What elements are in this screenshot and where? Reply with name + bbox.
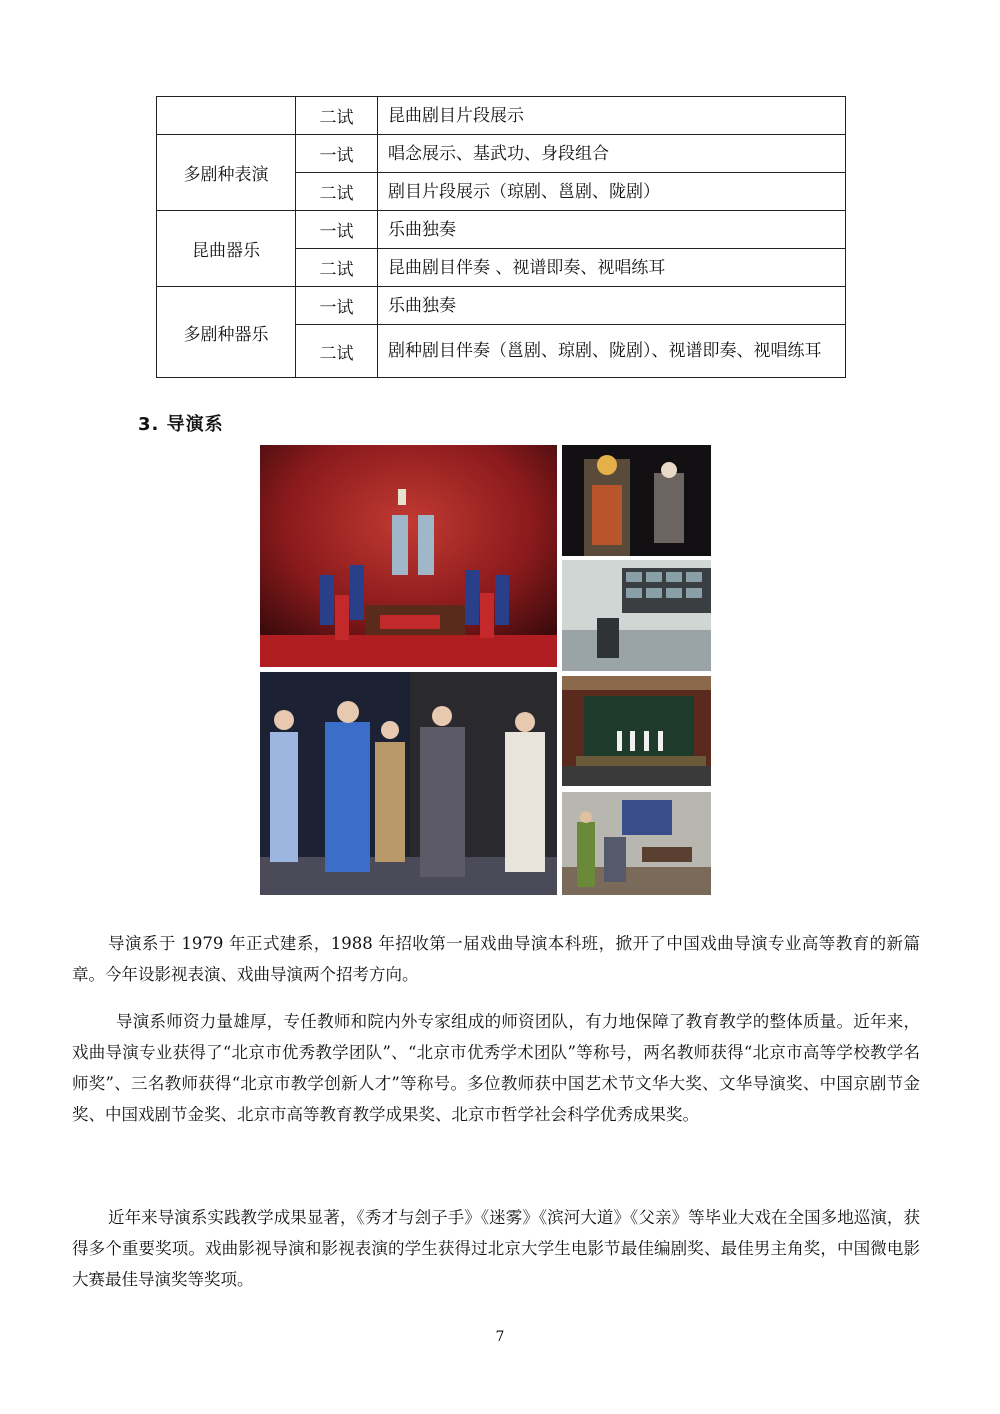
exam-table <box>156 96 846 378</box>
content-cell: 昆曲剧目片段展示 <box>378 97 846 135</box>
paragraph: 近年来导演系实践教学成果显著，《秀才与刽子手》《迷雾》《滨河大道》《父亲》等毕业大戏在全国多地巡演，获得多个重要奖项。戏曲影视导演和影视表演的学生获得过北京大学生电影节最佳编剧奖、最佳男主角奖，中国微电影大赛最佳导演奖等奖项。 <box>72 1208 920 1289</box>
round-cell: 一试 <box>296 211 378 249</box>
control-room-photo <box>562 560 711 671</box>
round-cell: 一试 <box>296 287 378 325</box>
content-cell: 剧目片段展示（琼剧、邕剧、陇剧） <box>378 173 846 211</box>
paragraph: 导演系师资力量雄厚，专任教师和院内外专家组成的师资团队，有力地保障了教育教学的整体质量。近年来，戏曲导演专业获得了“北京市优秀教学团队”、“北京市优秀学术团队”等称号，两名教师获得“北京市高等学校教学名师奖”、三名教师获得“北京市教学创新人才”等称号。多位教师获中国艺术节文华大奖、文华导演奖、中国京剧节金奖、中国戏剧节金奖、北京市高等教育教学成果奖、北京市哲学社会科学优秀成果奖。 <box>72 1012 920 1124</box>
content-cell: 乐曲独奏 <box>378 287 846 325</box>
content-cell: 唱念展示、基武功、身段组合 <box>378 135 846 173</box>
stage-photo-red <box>260 445 557 667</box>
table-row <box>157 97 846 135</box>
round-cell: 二试 <box>296 97 378 135</box>
major-cell: 多剧种器乐 <box>157 287 296 378</box>
content-cell: 剧种剧目伴奏（邕剧、琼剧、陇剧）、视谱即奏、视唱练耳 <box>378 325 846 378</box>
theatre-stage-photo <box>562 676 711 786</box>
rehearsal-photo <box>562 792 711 895</box>
table-row <box>157 135 846 173</box>
table-row <box>157 287 846 325</box>
table-row <box>157 211 846 249</box>
round-cell: 二试 <box>296 325 378 378</box>
major-cell: 多剧种表演 <box>157 135 296 211</box>
page-number: 7 <box>495 1329 505 1345</box>
section-heading: 3. 导演系 <box>138 414 224 435</box>
paragraph: 导演系于 1979 年正式建系，1988 年招收第一届戏曲导演本科班，掀开了中国戏曲导演专业高等教育的新篇章。今年设影视表演、戏曲导演两个招考方向。 <box>72 934 920 984</box>
round-cell: 二试 <box>296 249 378 287</box>
round-cell: 二试 <box>296 173 378 211</box>
round-cell: 一试 <box>296 135 378 173</box>
major-cell <box>157 97 296 135</box>
stage-photo-performance <box>260 672 557 895</box>
content-cell: 昆曲剧目伴奏 、视谱即奏、视唱练耳 <box>378 249 846 287</box>
major-cell: 昆曲器乐 <box>157 211 296 287</box>
stage-photo-costume <box>562 445 711 556</box>
content-cell: 乐曲独奏 <box>378 211 846 249</box>
